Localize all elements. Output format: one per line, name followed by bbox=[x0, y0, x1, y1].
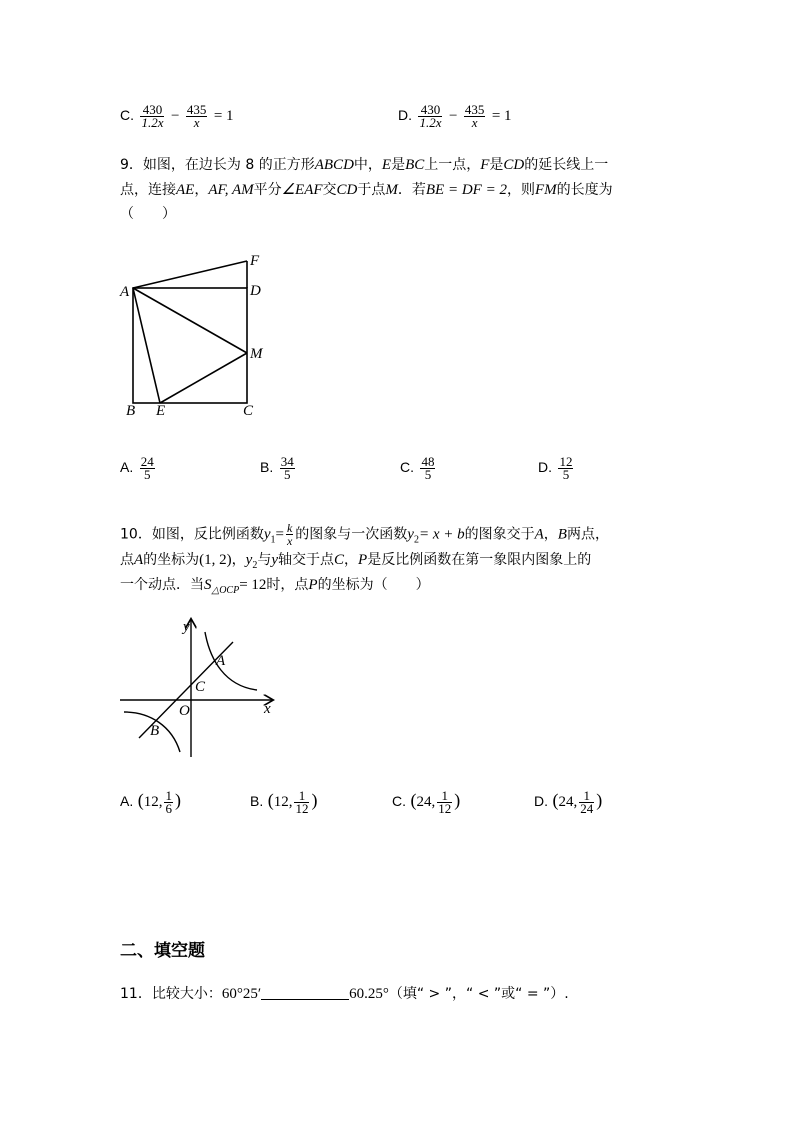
label-c: C bbox=[243, 403, 254, 419]
subscript: 1 bbox=[270, 534, 276, 546]
math-var: B bbox=[557, 526, 567, 543]
q10-option-b: B. (12, $\frac{1}{12}$ ) bbox=[250, 787, 318, 816]
text: ．若 bbox=[397, 182, 426, 198]
coord-x: 24 bbox=[416, 794, 432, 810]
math-var: BC bbox=[405, 157, 425, 173]
math-var: y bbox=[407, 526, 414, 543]
math-var: F bbox=[480, 157, 490, 173]
q8-option-c bbox=[120, 103, 234, 129]
subscript: 2 bbox=[252, 559, 258, 571]
subscript: 2 bbox=[413, 534, 419, 546]
math-var: AE bbox=[176, 182, 195, 198]
label-a: A bbox=[216, 653, 226, 669]
text: 如图，反比例函数 bbox=[151, 526, 264, 543]
numerator: 430 bbox=[418, 104, 442, 117]
question-number: 9． bbox=[120, 157, 143, 173]
numerator: 1 bbox=[165, 787, 172, 803]
q9-option-c bbox=[400, 455, 437, 481]
math-var: CD bbox=[336, 182, 358, 198]
denominator: 5 bbox=[424, 466, 432, 482]
q9-option-d bbox=[538, 455, 575, 481]
label-y: y bbox=[183, 619, 190, 635]
segment-am bbox=[133, 288, 247, 353]
question-number: 10． bbox=[120, 526, 152, 543]
math-var: y bbox=[263, 526, 271, 543]
denominator: 24 bbox=[580, 800, 594, 816]
text: 两点， bbox=[566, 526, 609, 543]
q9-line-2 bbox=[120, 178, 613, 202]
subscript: △OCP bbox=[211, 584, 240, 596]
label-a: A bbox=[120, 284, 130, 300]
option-label: B. bbox=[250, 793, 264, 809]
denominator: 12 bbox=[295, 800, 309, 816]
label-f: F bbox=[250, 253, 260, 269]
text: 的图象交于 bbox=[464, 526, 535, 543]
math-var: C bbox=[334, 552, 345, 568]
math-var: ∠EAF bbox=[281, 182, 323, 198]
text: 是 bbox=[391, 157, 406, 173]
segment-af bbox=[133, 261, 247, 288]
text: 的长度为 bbox=[556, 182, 613, 198]
q10-line-3 bbox=[120, 573, 430, 603]
text: 点 bbox=[120, 552, 134, 568]
rhs: = 1 bbox=[213, 108, 234, 124]
label-b: B bbox=[150, 723, 160, 739]
option-label: C. bbox=[400, 459, 414, 475]
denominator: 5 bbox=[283, 466, 291, 482]
q9-line-1 bbox=[120, 153, 608, 177]
segment-em bbox=[160, 353, 247, 403]
denominator: 5 bbox=[562, 466, 570, 482]
text: 中， bbox=[353, 157, 382, 173]
option-label: A. bbox=[120, 459, 134, 475]
text: 与 bbox=[257, 552, 272, 568]
q10-option-a: A. (12, $\frac{1}{6}$ ) bbox=[120, 787, 181, 816]
q10-option-c: C. (24, $\frac{1}{12}$ ) bbox=[392, 787, 461, 816]
operator: − bbox=[170, 108, 180, 124]
math-var: FM bbox=[534, 182, 557, 198]
label-o: O bbox=[179, 703, 190, 719]
numerator: 435 bbox=[464, 101, 485, 117]
math-var: CD bbox=[503, 157, 525, 173]
segment-ae bbox=[133, 288, 160, 403]
label-x: x bbox=[264, 701, 271, 717]
numerator: 430 bbox=[140, 104, 164, 117]
text: ， bbox=[194, 182, 209, 198]
math-var: ABCD bbox=[314, 157, 354, 173]
numerator: 1 bbox=[579, 790, 594, 803]
math-var: BE = DF = 2 bbox=[425, 182, 507, 198]
coord-x: 12 bbox=[143, 794, 159, 810]
denominator: x bbox=[471, 114, 478, 130]
text: ， bbox=[543, 526, 558, 543]
option-label: C. bbox=[392, 793, 406, 809]
coord-x: 24 bbox=[558, 794, 574, 810]
option-label: D. bbox=[538, 459, 552, 475]
label-c: C bbox=[195, 679, 206, 695]
numerator: 1 bbox=[437, 790, 452, 803]
text: 上一点， bbox=[424, 157, 481, 173]
text: 如图，在边长为 8 的正方形 bbox=[142, 157, 315, 173]
math-var: AF, AM bbox=[208, 182, 254, 198]
q8-option-d bbox=[398, 103, 512, 129]
text: 交 bbox=[322, 182, 337, 198]
fraction bbox=[140, 101, 164, 130]
text: 平分 bbox=[253, 182, 282, 198]
math-var: y bbox=[271, 552, 279, 568]
text: 的坐标为 bbox=[143, 552, 200, 568]
math-coord: (1, 2) bbox=[199, 552, 232, 568]
denominator: 1.2x bbox=[141, 114, 164, 130]
section-heading: 二、填空题 bbox=[120, 941, 205, 961]
math-expr: = x + b bbox=[418, 526, 465, 543]
text: 比较大小： bbox=[151, 986, 222, 1002]
q9-option-a bbox=[120, 455, 157, 481]
math-var: M bbox=[385, 182, 398, 198]
numerator: 1 bbox=[294, 790, 309, 803]
q10-option-d: D. (24, $\frac{1}{24}$ ) bbox=[534, 787, 603, 816]
math-var: P bbox=[358, 552, 368, 568]
numerator: 435 bbox=[186, 101, 207, 117]
text: 轴交于点 bbox=[278, 552, 335, 568]
label-m: M bbox=[250, 346, 263, 362]
text: 的延长线上一 bbox=[524, 157, 609, 173]
option-label: C. bbox=[120, 107, 134, 123]
hyperbola-branch-1 bbox=[205, 632, 257, 690]
angle-right: 60.25° bbox=[349, 986, 389, 1002]
angle-left: 60°25′ bbox=[221, 986, 262, 1002]
text: 点，连接 bbox=[120, 182, 176, 198]
math-expr: = 12 bbox=[239, 577, 267, 593]
option-label: B. bbox=[260, 459, 274, 475]
text: 是 bbox=[489, 157, 504, 173]
text: ，则 bbox=[506, 182, 535, 198]
label-e: E bbox=[156, 403, 166, 419]
numerator: 24 bbox=[140, 453, 154, 469]
text: 时，点 bbox=[266, 577, 309, 593]
fraction bbox=[418, 101, 442, 130]
rhs: = 1 bbox=[491, 108, 512, 124]
math-var: P bbox=[308, 577, 318, 593]
q11-line bbox=[120, 982, 569, 1006]
answer-paren: （ ） bbox=[120, 206, 176, 222]
operator: − bbox=[448, 108, 458, 124]
fraction bbox=[464, 101, 486, 130]
text: ， bbox=[344, 552, 359, 568]
option-label: A. bbox=[120, 793, 134, 809]
math-var: E bbox=[381, 157, 392, 173]
numerator: k bbox=[286, 521, 293, 535]
q9-option-b bbox=[260, 455, 297, 481]
numerator: 34 bbox=[280, 453, 294, 469]
numerator: 48 bbox=[421, 453, 435, 469]
math-var: S bbox=[204, 577, 212, 593]
text: （填“ > ”，“ < ”或“ = ”）. bbox=[388, 986, 569, 1002]
text: 是反比例函数在第一象限内图象上的 bbox=[367, 552, 592, 568]
math-var: y bbox=[245, 552, 253, 568]
q10-function-figure bbox=[115, 612, 280, 762]
denominator: x bbox=[193, 114, 200, 130]
label-d: D bbox=[250, 283, 261, 299]
text: ， bbox=[231, 552, 246, 568]
denominator: 1.2x bbox=[419, 114, 442, 130]
denominator: x bbox=[286, 534, 293, 548]
question-number: 11． bbox=[120, 986, 152, 1002]
q9-line-3 bbox=[120, 202, 176, 226]
math-var: A bbox=[134, 552, 144, 568]
denominator: 6 bbox=[165, 800, 172, 816]
q9-square-figure bbox=[112, 246, 282, 424]
option-label: D. bbox=[534, 793, 548, 809]
text: 的坐标为（ ） bbox=[317, 577, 430, 593]
denominator: 12 bbox=[438, 800, 452, 816]
math-var: A bbox=[534, 526, 544, 543]
label-b: B bbox=[126, 403, 136, 419]
text: 一个动点．当 bbox=[120, 577, 204, 593]
option-label: D. bbox=[398, 107, 412, 123]
answer-blank[interactable] bbox=[261, 985, 349, 1000]
numerator: 12 bbox=[559, 453, 573, 469]
text: 的图象与一次函数 bbox=[295, 526, 408, 543]
denominator: 5 bbox=[143, 466, 151, 482]
text: 于点 bbox=[357, 182, 386, 198]
operator: = bbox=[275, 526, 284, 543]
fraction bbox=[186, 101, 208, 130]
coord-x: 12 bbox=[273, 794, 289, 810]
